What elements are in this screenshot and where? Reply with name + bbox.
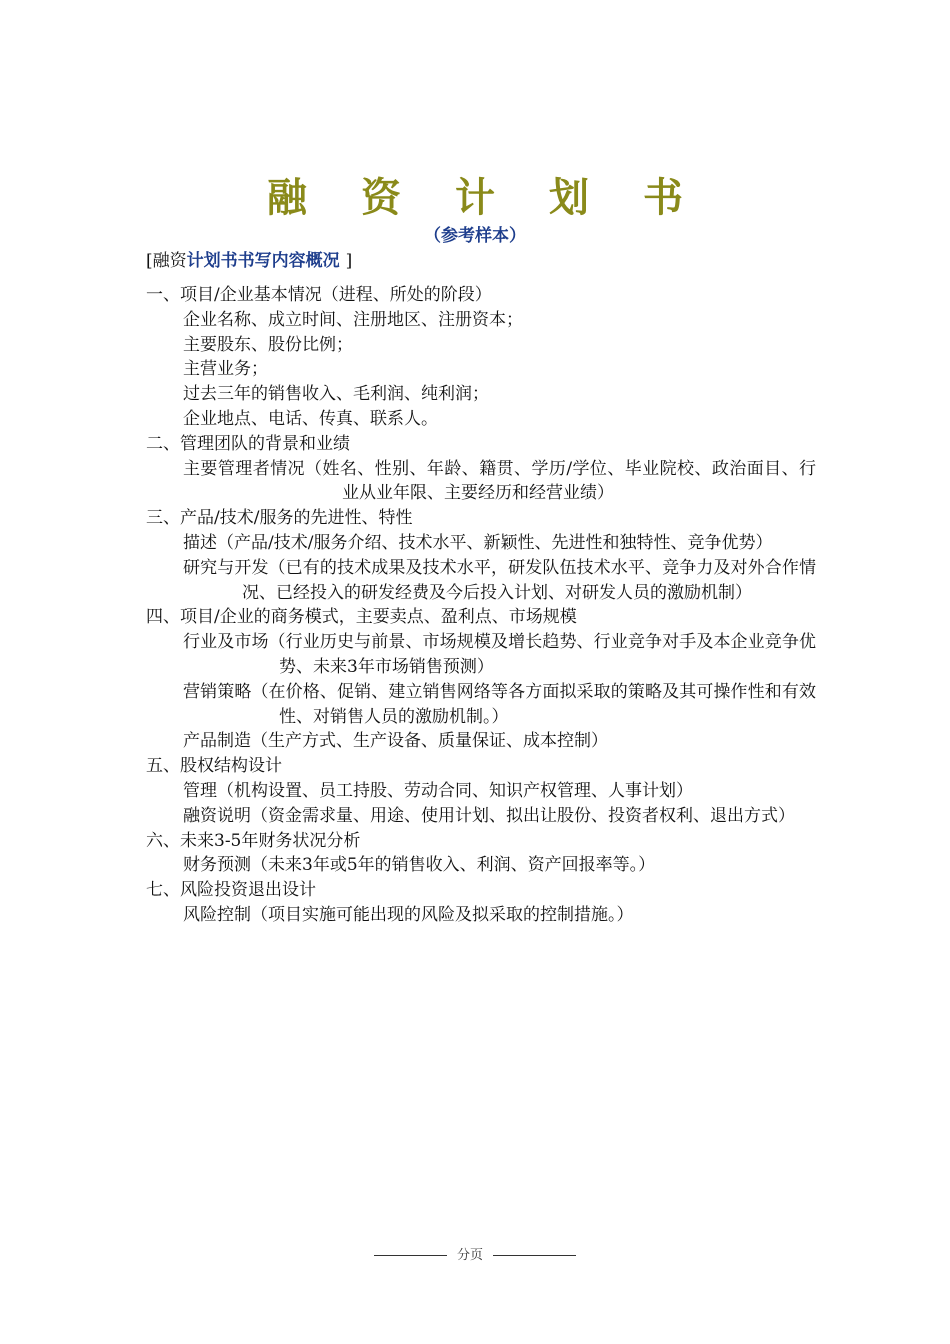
section-heading: 二、管理团队的背景和业绩 xyxy=(146,433,350,454)
section-item: 产品制造（生产方式、生产设备、质量保证、成本控制） xyxy=(183,731,608,752)
lead-bracket-open: [ xyxy=(146,251,153,271)
section-item: 营销策略（在价格、促销、建立销售网络等各方面拟采取的策略及其可操作性和有效性、对销售人员的激励机制。） xyxy=(183,681,816,727)
section-heading: 三、产品/技术/服务的先进性、特性 xyxy=(146,508,413,529)
document-subtitle: （参考样本） xyxy=(424,226,526,246)
section-heading: 七、风险投资退出设计 xyxy=(146,880,316,901)
outline-body xyxy=(146,283,816,928)
section-item: 描述（产品/技术/服务介绍、技术水平、新颖性、先进性和独特性、竞争优势） xyxy=(183,532,773,553)
section-item: 过去三年的销售收入、毛利润、纯利润； xyxy=(183,384,489,405)
section-heading: 一、项目/企业基本情况（进程、所处的阶段） xyxy=(146,285,492,305)
footer-rule-left xyxy=(374,1255,447,1256)
section-heading: 五、股权结构设计 xyxy=(146,756,282,777)
footer-label: 分页 xyxy=(456,1248,483,1263)
lead-highlight: 计划书书写内容概况 xyxy=(186,251,346,271)
lead-prefix: 融资 xyxy=(152,251,187,271)
section-item: 企业名称、成立时间、注册地区、注册资本； xyxy=(183,309,523,330)
section-item: 主要管理者情况（姓名、性别、年龄、籍贯、学历/学位、毕业院校、政治面目、行业从业年限、主要经历和经营业绩） xyxy=(183,458,816,504)
section-item: 融资说明（资金需求量、用途、使用计划、拟出让股份、投资者权利、退出方式） xyxy=(183,805,795,826)
lead-line xyxy=(146,248,352,274)
section-item: 主营业务； xyxy=(183,359,268,380)
section-item: 企业地点、电话、传真、联系人。 xyxy=(183,408,438,429)
section-heading: 六、未来3-5年财务状况分析 xyxy=(146,830,361,851)
section-item: 研究与开发（已有的技术成果及技术水平，研发队伍技术水平、竞争力及对外合作情况、已经投入的研发经费及今后投入计划、对研发人员的激励机制） xyxy=(183,557,816,603)
section-item: 风险控制（项目实施可能出现的风险及拟采取的控制措施。） xyxy=(183,904,634,925)
footer-rule-right xyxy=(493,1255,576,1256)
document-title: 融资计划书 xyxy=(267,175,737,221)
section-heading: 四、项目/企业的商务模式，主要卖点、盈利点、市场规模 xyxy=(146,607,577,628)
lead-bracket-close: ] xyxy=(345,251,353,271)
section-item: 财务预测（未来3年或5年的销售收入、利润、资产回报率等。） xyxy=(183,855,656,876)
section-item: 行业及市场（行业历史与前景、市场规模及增长趋势、行业竞争对手及本企业竞争优势、未来3年市场销售预测） xyxy=(183,632,816,677)
page-break-footer xyxy=(0,1246,950,1266)
section-item: 主要股东、股份比例； xyxy=(183,334,353,355)
section-item: 管理（机构设置、员工持股、劳动合同、知识产权管理、人事计划） xyxy=(183,780,693,801)
